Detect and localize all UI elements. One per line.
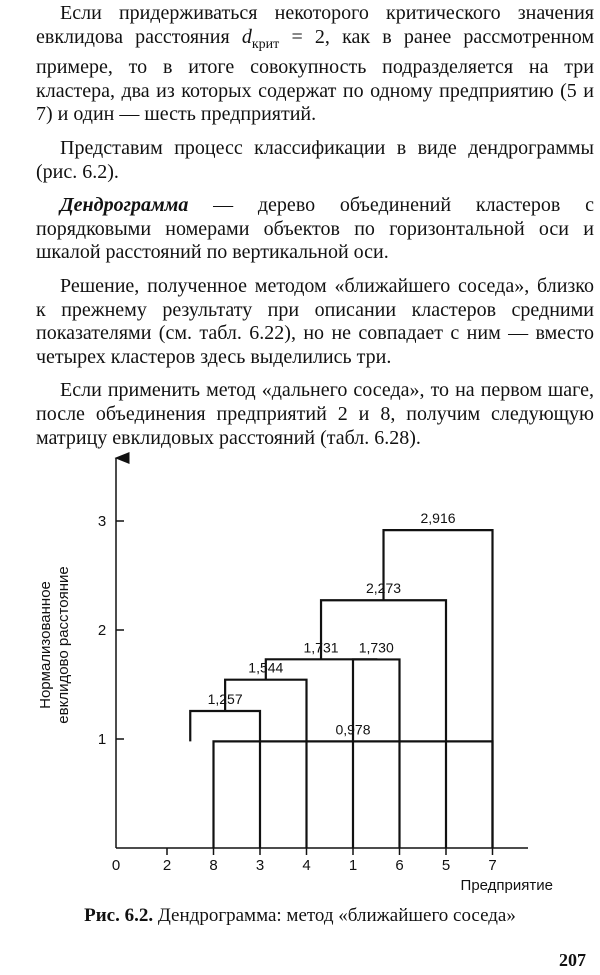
merge-distance-label: 1,544 — [248, 659, 284, 676]
y-axis-title-line-1: Нормализованное — [37, 581, 54, 709]
leaf-label: 5 — [441, 857, 451, 874]
variable-d: d — [241, 25, 252, 48]
merge-distance-label: 1,731 — [303, 639, 339, 656]
y-tick-label: 3 — [97, 513, 107, 530]
page-number: 207 — [559, 950, 586, 970]
leaf-label: 4 — [302, 857, 311, 874]
x-ticks — [163, 848, 497, 874]
merge-distance-label: 0,978 — [335, 721, 371, 738]
merge-distance-label: 2,273 — [365, 580, 402, 597]
merge-links — [190, 510, 492, 848]
body-text — [36, 2, 594, 450]
leaf-label: 8 — [209, 857, 218, 874]
paragraph-3 — [36, 194, 594, 265]
paragraph-3-definition: — дерево объединений кластеров с порядковыми номерами объектов по горизонтальной оси и шкалой расстояний по вертикальной оси. — [36, 194, 594, 264]
paragraph-2: Представим процесс классификации в виде дендрограммы (рис. 6.2). — [36, 136, 594, 183]
origin-label: 0 — [111, 857, 121, 874]
figure-number: Рис. 6.2. — [84, 905, 154, 926]
merge-link — [353, 659, 400, 848]
paragraph-1 — [36, 2, 594, 127]
y-ticks — [98, 513, 124, 748]
dendrogram-figure — [30, 450, 570, 910]
figure-caption-text: Дендрограмма: метод «ближайшего соседа» — [153, 905, 516, 926]
paragraph-1-part-b: = 2, как в ранее рассмотренном примере, то в итоге совокупность подразделяется на три кластера, два из которых содержат по одному предприятию (5 и 7) и один — шесть предприятий. — [36, 25, 595, 126]
merge-distance-label: 1,730 — [358, 639, 394, 656]
merge-distance-label: 1,257 — [207, 690, 243, 707]
variable-subscript: крит — [251, 36, 280, 52]
leaf-label: 7 — [488, 857, 497, 874]
dendrogram-chart — [30, 450, 570, 910]
term-dendrogram: Дендрограмма — [60, 194, 189, 217]
leaf-label: 6 — [395, 857, 404, 874]
y-tick-label: 1 — [97, 731, 107, 748]
paragraph-4: Решение, полученное методом «ближайшего соседа», близко к прежнему результату при описании кластеров средними показателями (см. табл. 6.22), но не совпадает с ним — вместо четырех кластеров здесь выделились три. — [36, 274, 594, 368]
merge-distance-label: 2,916 — [420, 510, 456, 527]
y-axis-title-line-2: евклидово расстояние — [55, 566, 72, 724]
merge-link — [190, 711, 260, 848]
paragraph-1-part-a: Если придерживаться некоторого критического значения евклидова расстояния — [36, 2, 594, 48]
figure-caption — [0, 905, 600, 927]
y-tick-label: 2 — [97, 622, 107, 639]
x-axis-title: Предприятие — [460, 877, 553, 894]
leaf-label: 1 — [348, 857, 358, 874]
paragraph-5: Если применить метод «дальнего соседа», то на первом шаге, после объединения предприятий 2 и 8, получим следующую матрицу евклидовых расстояний (табл. 6.28). — [36, 379, 594, 449]
leaf-label: 2 — [162, 857, 172, 874]
leaf-label: 3 — [255, 857, 265, 874]
